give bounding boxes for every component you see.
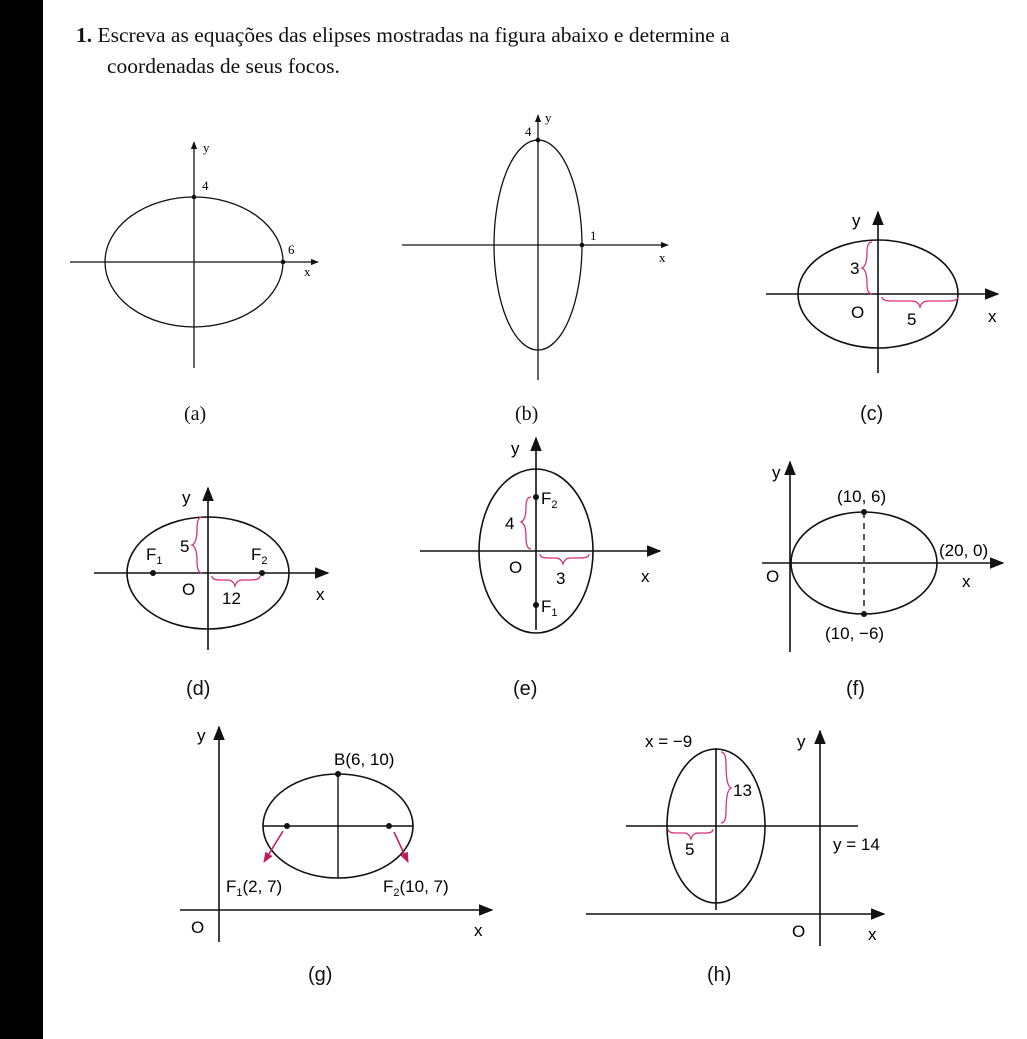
brace-semi-minor bbox=[668, 829, 713, 839]
value-label: 5 bbox=[180, 537, 190, 556]
caption: (e) bbox=[513, 678, 538, 700]
value-label: 6 bbox=[288, 242, 295, 257]
value-label: 5 bbox=[685, 840, 695, 859]
focus-point bbox=[259, 570, 265, 576]
ellipses-figure bbox=[43, 100, 1027, 1039]
caption: (d) bbox=[186, 678, 211, 700]
x-axis-label: x bbox=[316, 585, 325, 604]
value-label: 5 bbox=[907, 310, 917, 329]
origin-label: O bbox=[182, 580, 196, 599]
caption: (c) bbox=[860, 403, 884, 425]
x-axis-label: x bbox=[641, 567, 650, 586]
vertex-point bbox=[536, 138, 541, 143]
origin-label: O bbox=[191, 918, 205, 937]
brace-b bbox=[540, 554, 589, 564]
x-axis-label: x bbox=[659, 250, 666, 265]
x-axis-label: x bbox=[868, 925, 877, 944]
question-text bbox=[76, 20, 1026, 82]
value-label: 12 bbox=[222, 589, 241, 608]
value-label: 3 bbox=[850, 259, 860, 278]
focus-point bbox=[284, 823, 290, 829]
point-label: (20, 0) bbox=[939, 541, 989, 560]
y-axis-label: y bbox=[772, 463, 781, 482]
line-label-x: x = −9 bbox=[645, 732, 693, 751]
panel-f bbox=[762, 462, 1003, 700]
focus-label-f1: $F_1$ bbox=[146, 545, 163, 567]
vertex-point bbox=[861, 611, 867, 617]
value-label: 4 bbox=[505, 514, 515, 533]
focus-arrow bbox=[394, 832, 408, 862]
origin-label: O bbox=[792, 922, 806, 941]
panel-a bbox=[70, 140, 318, 425]
focus-label-f1: $F_1(2$, 7) bbox=[226, 877, 283, 899]
focus-point bbox=[386, 823, 392, 829]
brace-semi-major bbox=[721, 752, 731, 823]
focus-label-f2: $F_2(10$, 7) bbox=[383, 877, 449, 899]
panel-e bbox=[420, 438, 660, 700]
caption: (a) bbox=[184, 403, 207, 425]
point-label: B(6, 10) bbox=[334, 750, 395, 769]
y-axis-label: y bbox=[203, 140, 210, 155]
focus-label-f1: $F_1$ bbox=[541, 597, 558, 619]
panel-d bbox=[94, 488, 328, 700]
y-axis-label: y bbox=[797, 732, 806, 751]
focus-label-f2: $F_2$ bbox=[541, 489, 558, 511]
focus-label-f2: $F_2$ bbox=[251, 545, 268, 567]
caption: (h) bbox=[707, 964, 732, 986]
point-label: (10, 6) bbox=[837, 487, 887, 506]
vertex-point bbox=[281, 260, 286, 265]
vertex-point bbox=[192, 195, 197, 200]
y-axis-label: y bbox=[852, 211, 861, 230]
vertex-point bbox=[861, 509, 867, 515]
line-label-y: y = 14 bbox=[833, 835, 880, 854]
point-label: (10, −6) bbox=[825, 624, 885, 643]
caption: (b) bbox=[515, 403, 539, 425]
vertex-point bbox=[335, 771, 341, 777]
value-label: 3 bbox=[556, 569, 566, 588]
y-axis-label: y bbox=[197, 726, 206, 745]
x-axis-label: x bbox=[304, 264, 311, 279]
value-label: 4 bbox=[525, 124, 532, 139]
focus-point bbox=[150, 570, 156, 576]
y-axis-label: y bbox=[545, 110, 552, 125]
vertex-point bbox=[580, 243, 585, 248]
brace-semi-minor bbox=[862, 242, 872, 294]
origin-label: O bbox=[509, 558, 523, 577]
brace-semi-major bbox=[882, 297, 958, 307]
focus-arrow bbox=[264, 831, 283, 862]
question-line-1: Escreva as equações das elipses mostradas na figura abaixo e determine a bbox=[97, 23, 730, 47]
value-label: 4 bbox=[202, 178, 209, 193]
caption: (f) bbox=[846, 678, 865, 700]
value-label: 13 bbox=[733, 781, 752, 800]
panel-c bbox=[766, 211, 998, 425]
brace-b bbox=[192, 517, 202, 573]
focus-point bbox=[533, 602, 539, 608]
brace-c bbox=[521, 497, 531, 549]
brace-c bbox=[212, 576, 260, 586]
y-axis-label: y bbox=[182, 488, 191, 507]
y-axis-label: y bbox=[511, 439, 520, 458]
panel-h bbox=[586, 731, 884, 986]
x-axis-label: x bbox=[474, 921, 483, 940]
focus-point bbox=[533, 494, 539, 500]
origin-label: O bbox=[766, 567, 780, 586]
caption: (g) bbox=[308, 964, 333, 986]
panel-g bbox=[180, 726, 492, 986]
left-margin-bar bbox=[0, 0, 43, 1039]
question-number: 1. bbox=[76, 23, 93, 47]
origin-label: O bbox=[851, 303, 865, 322]
question-line-2: coordenadas de seus focos. bbox=[107, 54, 340, 78]
x-axis-label: x bbox=[962, 572, 971, 591]
value-label: 1 bbox=[590, 228, 597, 243]
panel-b bbox=[402, 110, 668, 425]
x-axis-label: x bbox=[988, 307, 997, 326]
